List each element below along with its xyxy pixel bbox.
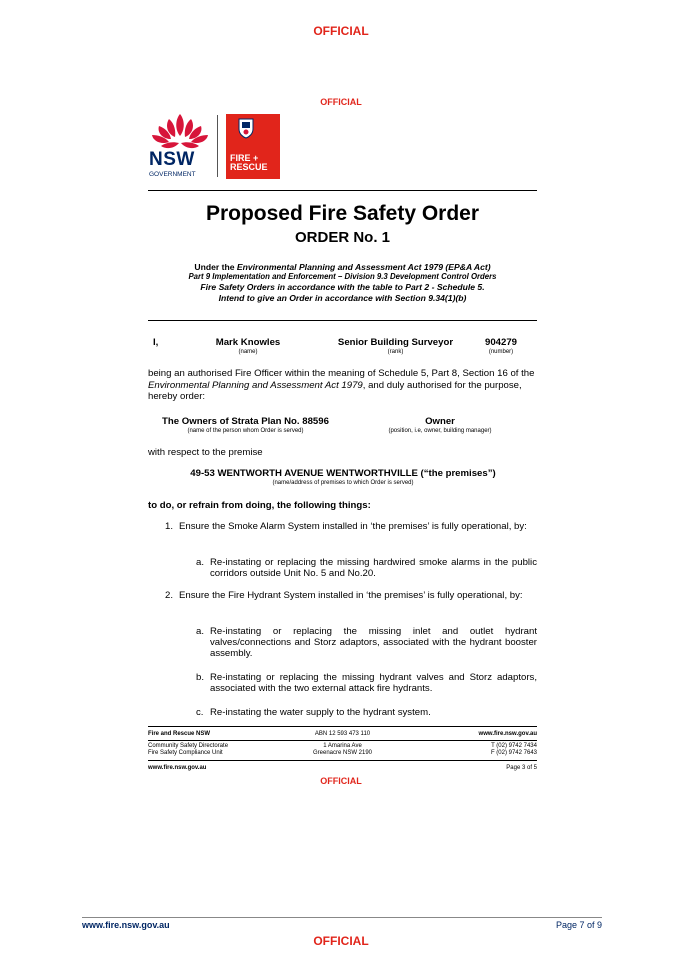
premises-address: 49-53 WENTWORTH AVENUE WENTWORTHVILLE (“the premises”) [190,468,496,479]
sub-list-item: Re-instating or replacing the missing inlet and outlet hydrant valves/connections and Storz adaptors, associated with the hydrant booster assembly. [210,626,537,659]
sub-item-letter: c. [196,707,204,718]
sub-list-item: Re-instating or replacing the missing hydrant valves and Storz adaptors, associated with the two external attack fire hydrants. [210,672,537,694]
footer-address-2: Greenacre NSW 2190 [312,750,373,756]
nsw-logo-text: NSW [149,149,195,170]
sub-item-letter: a. [196,626,205,637]
served-position-caption: (position, i.e, owner, building manager) [388,428,492,434]
served-person: The Owners of Strata Plan No. 88596 [162,416,329,427]
header-rule [148,190,537,191]
inner-official-footer: OFFICIAL [320,776,362,786]
fire-rescue-line2: RESCUE [230,162,268,172]
footer-unit: Fire Safety Compliance Unit [148,750,223,756]
item-number: 1. [165,521,174,532]
premises-caption: (name/address of premises to which Order is served) [272,480,414,486]
footer-url-right: www.fire.nsw.gov.au [478,731,537,737]
footer-address-1: 1 Amarina Ave [323,743,362,749]
inner-footer-mid-rule [148,740,537,741]
waratah-icon [147,110,213,152]
footer-abn: ABN 12 593 473 110 [314,731,371,737]
respect-text: with respect to the premise [148,447,263,458]
officer-rank-caption: (rank) [387,349,404,355]
served-person-caption: (name of the person whom Order is served) [187,428,304,434]
legislation-line-2: Part 9 Implementation and Enforcement – Division 9.3 Development Control Orders [188,272,497,281]
item-number: 2. [165,590,174,601]
officer-i-label: I, [153,337,159,348]
legislation-line-3: Fire Safety Orders in accordance with the table to Part 2 - Schedule 5. [200,282,485,292]
inner-footer-top-rule [148,726,537,727]
served-position: Owner [425,416,455,427]
officer-name: Mark Knowles [215,337,281,348]
outer-footer-rule [82,917,602,918]
list-item: Ensure the Smoke Alarm System installed in ‘the premises’ is fully operational, by: [179,521,527,532]
footer-url-left: www.fire.nsw.gov.au [148,765,207,771]
sub-item-letter: a. [196,557,205,568]
sub-list-item: Re-instating the water supply to the hydrant system. [210,707,431,718]
fire-rescue-line1: FIRE + [230,153,259,163]
footer-telephone: T (02) 9742 7434 [491,743,537,749]
logo-divider [217,115,218,177]
officer-number-caption: (number) [488,349,514,355]
sub-item-letter: b. [196,672,205,683]
inner-official-header: OFFICIAL [320,97,362,107]
legislation-line-1: Under the Environmental Planning and Assessment Act 1979 (EP&A Act) [194,262,491,272]
outer-footer-url[interactable]: www.fire.nsw.gov.au [82,920,170,930]
footer-page-number: Page 3 of 5 [506,765,537,771]
inner-footer-bottom-rule [148,760,537,761]
officer-name-caption: (name) [238,349,258,355]
authorised-paragraph: being an authorised Fire Officer within the meaning of Schedule 5, Part 8, Section 16 of the Environmental Planning and Assessment Act 1979, and duly authorised for the purpose, hereby order: [148,368,535,402]
footer-fax: F (02) 9742 7643 [490,750,537,756]
officer-number: 904279 [484,337,517,348]
government-logo-text: GOVERNMENT [149,171,196,178]
order-number: ORDER No. 1 [294,229,390,246]
officer-rank: Senior Building Surveyor [337,337,454,348]
legislation-line-4: Intend to give an Order in accordance with Section 9.34(1)(b) [218,293,467,303]
outer-official-footer: OFFICIAL [313,934,369,948]
list-item: Ensure the Fire Hydrant System installed in ‘the premises’ is fully operational, by: [179,590,523,601]
nsw-government-logo [147,110,213,182]
footer-directorate: Community Safety Directorate [148,743,229,749]
outer-footer-page: Page 7 of 9 [555,920,602,930]
fire-rescue-logo [226,114,280,179]
sub-list-item: Re-instating or replacing the missing hardwired smoke alarms in the public corridors outside Unit No. 5 and No.20. [210,557,537,579]
legislation-rule [148,320,537,321]
footer-org: Fire and Rescue NSW [148,731,211,737]
outer-official-header: OFFICIAL [313,24,369,38]
todo-heading: to do, or refrain from doing, the following things: [148,500,371,511]
fire-rescue-crest-icon [237,117,255,139]
document-title: Proposed Fire Safety Order [205,202,480,225]
